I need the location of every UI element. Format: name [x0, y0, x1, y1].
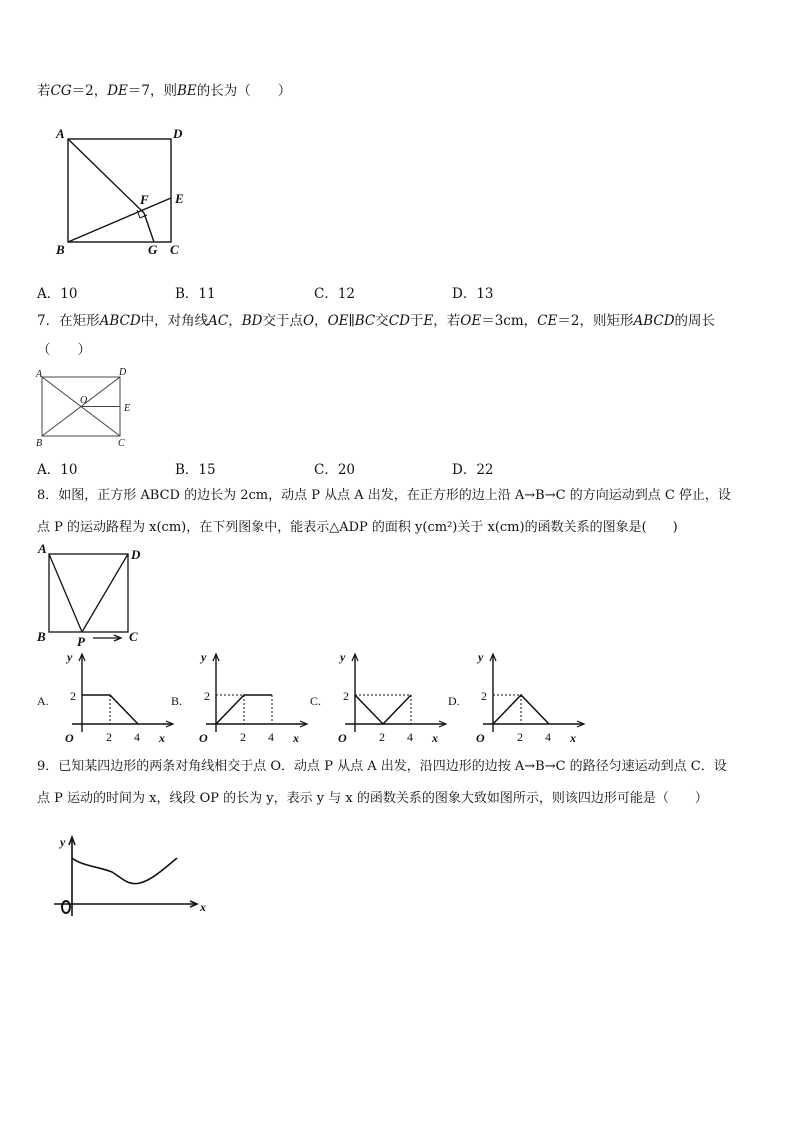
q7-abcd: ABCD: [99, 313, 141, 329]
q6-text: 的长为（ ）: [196, 83, 292, 99]
q8-label-b: B: [37, 629, 46, 644]
q6-be: BE: [177, 83, 197, 99]
q6-label-c: C: [170, 242, 179, 257]
graph-b-y-arrow: [213, 654, 219, 661]
graph-b-x-arrow: [300, 721, 307, 727]
q6-text: ＝7，则: [127, 83, 177, 99]
q7-text: ＝3cm，: [481, 313, 538, 329]
q6-option-b[interactable]: B．11: [175, 286, 216, 302]
graph-a-origin-label: O: [65, 731, 74, 745]
graph-b-tick-2-y: 2: [204, 689, 210, 703]
graph-a-letter: A.: [37, 694, 49, 708]
q7-label-a: A: [36, 369, 43, 380]
q7-text: ＝2，则矩形: [557, 313, 634, 329]
graph-b-curve: [216, 695, 272, 724]
graph-d-y-arrow: [490, 654, 496, 661]
q6-question-line: [37, 82, 291, 100]
graph-d-tick-2-y: 2: [481, 689, 487, 703]
q7-text: 7．在矩形: [37, 313, 100, 329]
graph-c-x-label: x: [432, 731, 438, 745]
q7-label-b: B: [36, 438, 43, 449]
graph-a-x-label: x: [159, 731, 165, 745]
q7-option-a[interactable]: A．10: [37, 462, 78, 478]
graph-d-letter: D.: [448, 694, 460, 708]
graph-a-tick-4-x: 4: [134, 730, 140, 744]
q7-text: 交: [375, 313, 389, 329]
graph-b-letter: B.: [171, 694, 183, 708]
graph-d-y-label: y: [478, 650, 484, 664]
q7-o: O: [303, 313, 315, 329]
q7-text: ，: [228, 313, 242, 329]
graph-d-curve: [493, 695, 549, 724]
q7-text: ，若: [433, 313, 461, 329]
graph-b-tick-4-x: 4: [268, 730, 274, 744]
q7-option-b[interactable]: B．15: [175, 462, 216, 478]
graph-c-y-arrow: [352, 654, 358, 661]
q8-label-a: A: [38, 541, 47, 556]
q6-cg: CG: [50, 83, 72, 99]
q6-option-a[interactable]: A．10: [37, 286, 78, 302]
graph-b-origin-label: O: [199, 731, 208, 745]
q6-label-b: B: [56, 242, 65, 257]
q7-label-o: O: [80, 395, 88, 406]
q9-question-line2: 点 P 运动的时间为 x，线段 OP 的长为 y，表示 y 与 x 的函数关系的图象大致如图所示，则该四边形可能是（ ）: [37, 791, 708, 806]
graph-d-x-label: x: [570, 731, 576, 745]
q8-question-line2: 点 P 的运动路程为 x(cm)，在下列图象中，能表示△ADP 的面积 y(cm²)关于 x(cm)的函数关系的图象是( ): [37, 520, 678, 535]
q6-label-e: E: [175, 191, 184, 206]
graph-c-tick-2-x: 2: [379, 730, 385, 744]
q7-cd: CD: [388, 313, 410, 329]
q7-text: ，: [314, 313, 328, 329]
graph-b-x-label: x: [293, 731, 299, 745]
q7-label-c: C: [118, 438, 125, 449]
graph-c-tick-4-x: 4: [407, 730, 413, 744]
q7-abcd: ABCD: [633, 313, 675, 329]
q6-label-a: A: [56, 126, 65, 141]
q6-label-f: F: [140, 192, 149, 207]
graph-a-curve: [82, 695, 138, 724]
q7-text: 于: [409, 313, 424, 329]
q6-option-c[interactable]: C．12: [314, 286, 356, 302]
graph-c-y-label: y: [340, 650, 346, 664]
graph-b-tick-2-x: 2: [240, 730, 246, 744]
q6-label-g: G: [148, 242, 158, 257]
q7-option-d[interactable]: D．22: [452, 462, 494, 478]
q6-option-d[interactable]: D．13: [452, 286, 494, 302]
graph-c-tick-2-y: 2: [343, 689, 349, 703]
q7-text: 交于点: [262, 313, 304, 329]
graph-d-origin-label: O: [476, 731, 485, 745]
q8-label-c: C: [129, 629, 138, 644]
q7-label-d: D: [119, 367, 127, 378]
q9-axis-y: y: [60, 835, 66, 849]
graph-c-x-arrow: [439, 721, 446, 727]
q6-text: 若: [37, 83, 51, 99]
graph-d-x-arrow: [577, 721, 584, 727]
graph-a-tick-2-x: 2: [106, 730, 112, 744]
q7-e: E: [423, 313, 434, 329]
graph-a-x-arrow: [166, 721, 173, 727]
q7-label-e: E: [124, 403, 131, 414]
graph-a-tick-2-y: 2: [70, 689, 76, 703]
graph-d-tick-4-x: 4: [545, 730, 551, 744]
graph-c-origin-label: O: [338, 731, 347, 745]
graph-b-y-label: y: [201, 650, 207, 664]
q7-text: 中，对角线: [140, 313, 209, 329]
graph-c-curve: [355, 695, 411, 724]
q8-label-d: D: [131, 547, 141, 562]
graph-d-tick-2-x: 2: [517, 730, 523, 744]
q7-oe-bc: OE∥BC: [327, 313, 376, 329]
q7-question-line1: [37, 312, 715, 330]
q6-label-d: D: [173, 126, 183, 141]
q7-text: 的周长: [674, 313, 716, 329]
q8-question-line1: 8．如图，正方形 ABCD 的边长为 2cm，动点 P 从点 A 出发，在正方形的边上沿 A→B→C 的方向运动到点 C 停止，设: [37, 488, 731, 503]
q9-question-line1: 9．已知某四边形的两条对角线相交于点 O．动点 P 从点 A 出发，沿四边形的边按 A→B→C 的路径匀速运动到点 C．设: [37, 759, 727, 774]
q9-axis-x: x: [200, 900, 206, 914]
graph-a-y-arrow: [79, 654, 85, 661]
graph-c-letter: C.: [310, 694, 322, 708]
q7-oe: OE: [460, 313, 482, 329]
q7-question-line2: （ ）: [37, 342, 91, 358]
q6-de: DE: [107, 83, 128, 99]
q6-text: ＝2，: [71, 83, 108, 99]
q7-ce: CE: [537, 313, 558, 329]
graph-a-y-label: y: [67, 650, 73, 664]
q7-bd: BD: [241, 313, 263, 329]
q7-option-c[interactable]: C．20: [314, 462, 356, 478]
q8-label-p: P: [77, 634, 85, 649]
q7-ac: AC: [208, 313, 229, 329]
